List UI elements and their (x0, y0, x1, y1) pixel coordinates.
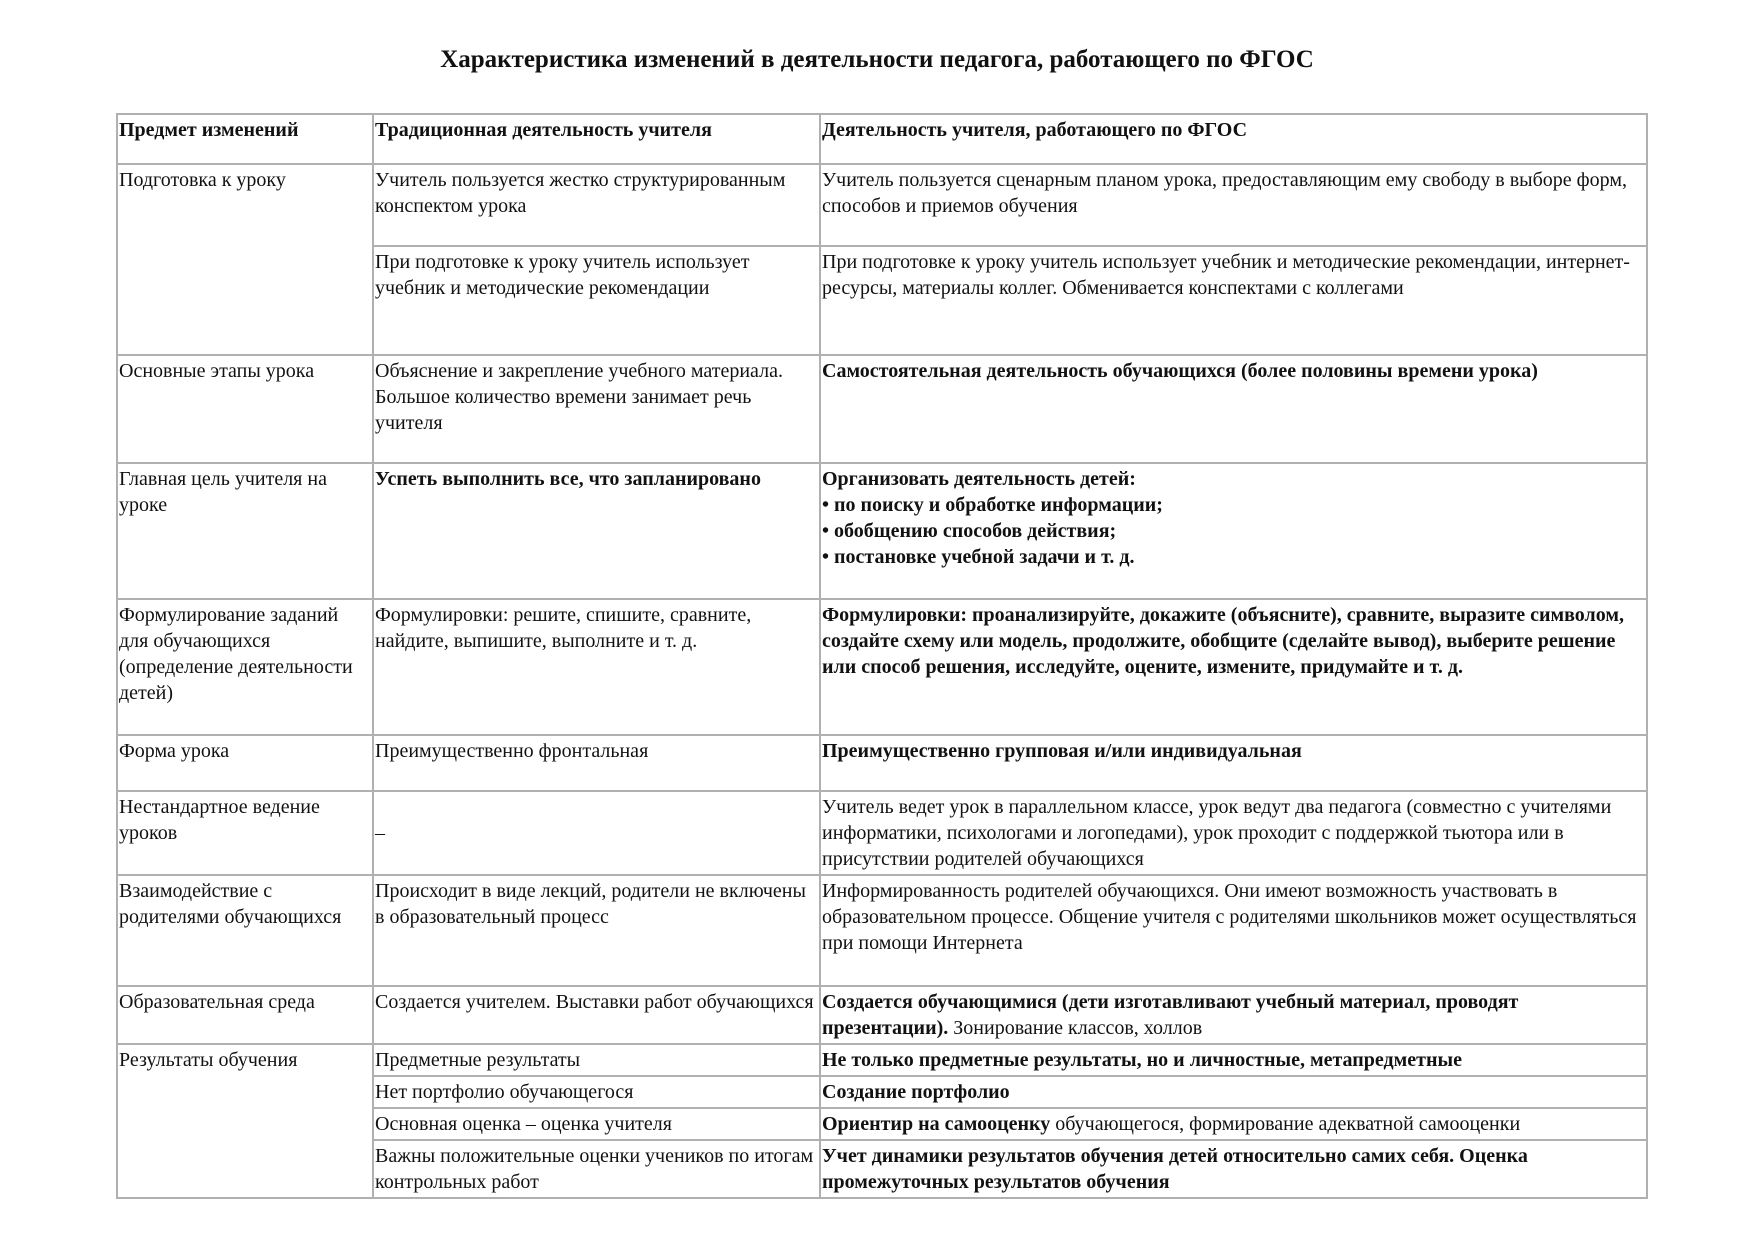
cell-text: При подготовке к уроку учитель использует учебник и методические рекомендации (375, 251, 750, 299)
cell-text: Важны положительные оценки учеников по итогам контрольных работ (375, 1145, 814, 1193)
cell-text: Преимущественно групповая и/или индивидуальная (822, 740, 1302, 762)
subject-text: Подготовка к уроку (119, 169, 286, 191)
cell-traditional (373, 355, 820, 463)
header-traditional-label: Традиционная деятельность учителя (375, 119, 712, 141)
cell-text: Учет динамики результатов обучения детей относительно самих себя. Оценка промежуточных результатов обучения (822, 1145, 1528, 1193)
header-fgos-label: Деятельность учителя, работающего по ФГОС (822, 119, 1248, 141)
cell-subject (117, 791, 373, 875)
cell-fgos (820, 1108, 1647, 1140)
table-row (117, 1044, 1647, 1076)
cell-fgos (820, 463, 1647, 599)
cell-traditional (373, 246, 820, 355)
header-traditional (373, 114, 820, 164)
subject-text: Главная цель учителя на уроке (119, 468, 327, 516)
cell-text: Успеть выполнить все, что запланировано (375, 468, 761, 490)
header-subject (117, 114, 373, 164)
cell-subject (117, 986, 373, 1044)
cell-text: Учитель пользуется сценарным планом урока, предоставляющим ему свободу в выборе форм, способов и приемов обучения (822, 169, 1627, 217)
cell-text: Учитель пользуется жестко структурированным конспектом урока (375, 169, 786, 217)
cell-traditional (373, 875, 820, 986)
cell-text: Преимущественно фронтальная (375, 740, 649, 762)
cell-traditional (373, 791, 820, 875)
cell-traditional (373, 1140, 820, 1198)
cell-subject (117, 355, 373, 463)
cell-text: • обобщению способов действия; (822, 520, 1117, 542)
cell-traditional (373, 1044, 820, 1076)
cell-text: Учитель ведет урок в параллельном классе, урок ведут два педагога (совместно с учителями информатики, психологами и логопедами), урок проходит с поддержкой тьютора или в присутствии родителей обучающихся (822, 796, 1612, 870)
cell-fgos (820, 164, 1647, 246)
cell-text: – (375, 822, 385, 844)
cell-fgos (820, 1076, 1647, 1108)
subject-text: Основные этапы урока (119, 360, 315, 382)
cell-subject (117, 1044, 373, 1198)
cell-text: Зонирование классов, холлов (948, 1017, 1203, 1039)
cell-traditional (373, 986, 820, 1044)
cell-fgos (820, 735, 1647, 791)
page-title: Характеристика изменений в деятельности педагога, работающего по ФГОС (440, 46, 1314, 73)
cell-text: Информированность родителей обучающихся. Они имеют возможность участвовать в образовательном процессе. Общение учителя с родителями школьников может осуществляться при помощи Интернета (822, 880, 1637, 954)
cell-traditional (373, 463, 820, 599)
cell-fgos (820, 355, 1647, 463)
cell-subject (117, 463, 373, 599)
cell-traditional (373, 1108, 820, 1140)
comparison-table (116, 113, 1648, 1199)
cell-traditional (373, 1076, 820, 1108)
cell-fgos (820, 875, 1647, 986)
subject-text: Нестандартное ведение уроков (119, 796, 320, 844)
subject-text: Форма урока (119, 740, 230, 762)
cell-text: При подготовке к уроку учитель использует учебник и методические рекомендации, интернет-ресурсы, материалы коллег. Обменивается конспектами с коллегами (822, 251, 1630, 299)
cell-text: • постановке учебной задачи и т. д. (822, 546, 1135, 568)
cell-text: • по поиску и обработке информации; (822, 494, 1163, 516)
cell-traditional (373, 599, 820, 735)
cell-text: обучающегося, формирование адекватной самооценки (1050, 1113, 1521, 1135)
table-header-row (117, 114, 1647, 164)
subject-text: Взаимодействие с родителями обучающихся (119, 880, 342, 928)
table-row (117, 791, 1647, 875)
cell-fgos (820, 986, 1647, 1044)
cell-text: Происходит в виде лекций, родители не включены в образовательный процесс (375, 880, 806, 928)
cell-fgos (820, 1140, 1647, 1198)
cell-text: Объяснение и закрепление учебного материала. Большое количество времени занимает речь учителя (375, 360, 783, 434)
cell-text: Формулировки: проанализируйте, докажите (объясните), сравните, выразите символом, создайте схему или модель, продолжите, обобщите (сделайте вывод), выберите решение или способ решения, исследуйте, оцените, измените, придумайте и т. д. (822, 604, 1624, 678)
cell-text: Создание портфолио (822, 1081, 1010, 1103)
cell-text: Не только предметные результаты, но и личностные, метапредметные (822, 1049, 1462, 1071)
table-row (117, 355, 1647, 463)
table-body (117, 164, 1647, 1198)
table-row (117, 164, 1647, 246)
cell-text: Создается учителем. Выставки работ обучающихся (375, 991, 814, 1013)
cell-text: Самостоятельная деятельность обучающихся (более половины времени урока) (822, 360, 1538, 382)
table-row (117, 599, 1647, 735)
cell-text: Формулировки: решите, спишите, сравните, найдите, выпишите, выполните и т. д. (375, 604, 752, 652)
table-row (117, 986, 1647, 1044)
cell-subject (117, 875, 373, 986)
cell-text: Ориентир на самооценку (822, 1113, 1051, 1135)
cell-fgos (820, 1044, 1647, 1076)
cell-text: Организовать деятельность детей: (822, 468, 1136, 490)
cell-traditional (373, 735, 820, 791)
subject-text: Образовательная среда (119, 991, 315, 1013)
table-row (117, 875, 1647, 986)
cell-traditional (373, 164, 820, 246)
cell-text: Основная оценка – оценка учителя (375, 1113, 672, 1135)
cell-subject (117, 735, 373, 791)
cell-text: Предметные результаты (375, 1049, 581, 1071)
cell-subject (117, 164, 373, 355)
table-row (117, 735, 1647, 791)
header-fgos (820, 114, 1647, 164)
subject-text: Результаты обучения (119, 1049, 298, 1071)
cell-fgos (820, 599, 1647, 735)
cell-text: Нет портфолио обучающегося (375, 1081, 634, 1103)
cell-fgos (820, 246, 1647, 355)
cell-text: Создается обучающимися (дети изготавливают учебный материал, проводят презентации). (822, 991, 1519, 1039)
subject-text: Формулирование заданий для обучающихся (определение деятельности детей) (119, 604, 353, 704)
header-subject-label: Предмет изменений (119, 119, 299, 141)
cell-fgos (820, 791, 1647, 875)
table-row (117, 463, 1647, 599)
cell-subject (117, 599, 373, 735)
